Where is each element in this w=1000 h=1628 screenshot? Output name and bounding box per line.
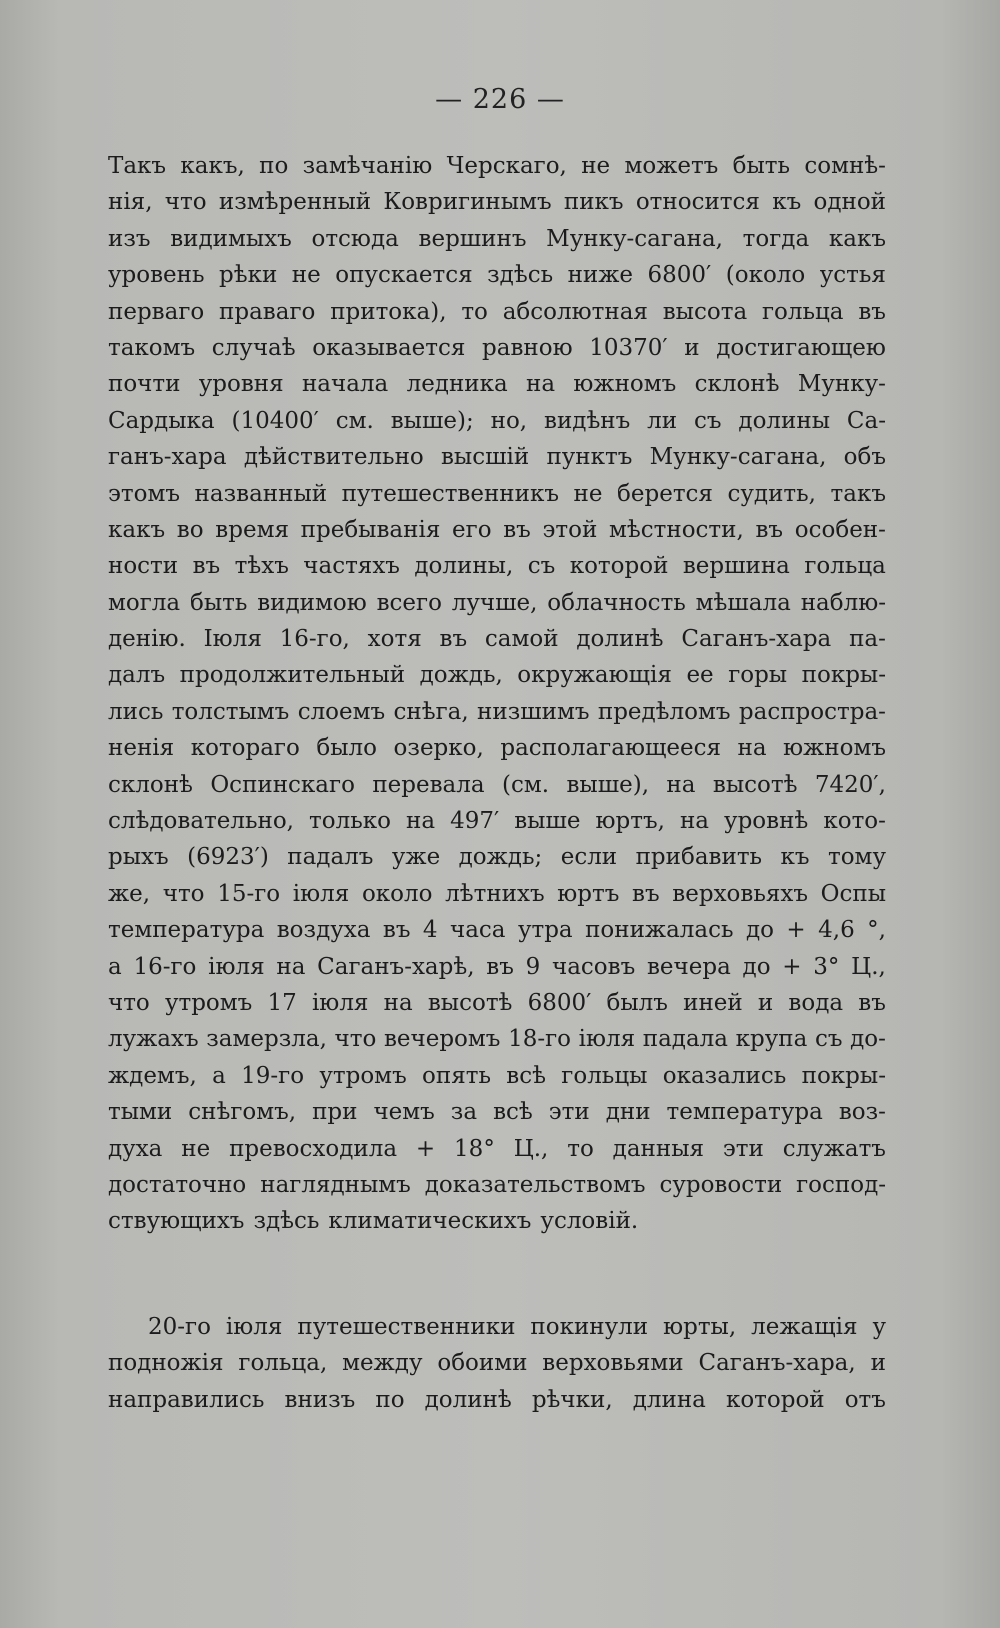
text-line: лужахъ замерзла, что вечеромъ 18-го іюля падала крупа съ до- [108, 1026, 886, 1053]
text-line: далъ продолжительный дождь, окружающія ее горы покры- [108, 662, 886, 689]
text-line: ности въ тѣхъ частяхъ долины, съ которой вершина гольца [108, 553, 886, 580]
text-line: нія, что измѣренный Ковригинымъ пикъ относится къ одной [108, 189, 886, 216]
text-line: температура воздуха въ 4 часа утра понижалась до + 4,6 °, [108, 917, 886, 944]
text-line: достаточно нагляднымъ доказательствомъ суровости господ- [108, 1171, 886, 1198]
paragraph-1 [108, 148, 886, 1240]
text-line: почти уровня начала ледника на южномъ склонѣ Мунку- [108, 371, 886, 398]
page-number: — 226 — [435, 84, 565, 115]
text-line: ждемъ, а 19-го утромъ опять всѣ гольцы оказались покры- [108, 1062, 886, 1089]
text-line: ненія котораго было озерко, располагающееся на южномъ [108, 735, 886, 762]
text-line: денію. Іюля 16-го, хотя въ самой долинѣ Саганъ-хара па- [108, 626, 886, 653]
text-line: рыхъ (6923′) падалъ уже дождь; если прибавить къ тому [108, 844, 886, 871]
text-line: же, что 15-го іюля около лѣтнихъ юртъ въ верховьяхъ Оспы [108, 880, 886, 907]
text-line: Такъ какъ, по замѣчанію Черскаго, не можетъ быть сомнѣ- [108, 153, 886, 179]
text-line: какъ во время пребыванія его въ этой мѣстности, въ особен- [108, 516, 886, 543]
text-line: уровень рѣки не опускается здѣсь ниже 6800′ (около устья [108, 262, 886, 289]
text-line: склонѣ Оспинскаго перевала (см. выше), на высотѣ 7420′, [108, 771, 886, 798]
text-line: изъ видимыхъ отсюда вершинъ Мунку-сагана, тогда какъ [108, 225, 886, 252]
text-line: ганъ-хара дѣйствительно высшій пунктъ Мунку-сагана, объ [108, 444, 886, 471]
text-line: ствующихъ здѣсь климатическихъ условій. [108, 1208, 639, 1235]
text-line: слѣдовательно, только на 497′ выше юртъ, на уровнѣ кото- [108, 808, 886, 835]
text-line: такомъ случаѣ оказывается равною 10370′ и достигающею [108, 334, 886, 361]
text-line: лись толстымъ слоемъ снѣга, низшимъ предѣломъ распростра- [108, 698, 886, 725]
paragraph-2 [108, 1309, 886, 1418]
text-line: что утромъ 17 іюля на высотѣ 6800′ былъ иней и вода въ [108, 989, 886, 1016]
text-line: 20-го іюля путешественники покинули юрты, лежащія у [148, 1314, 886, 1340]
text-line: а 16-го іюля на Саганъ-харѣ, въ 9 часовъ вечера до + 3° Ц., [108, 953, 886, 980]
text-line: подножія гольца, между обоими верховьями Саганъ-хара, и [108, 1350, 886, 1377]
text-line: Сардыка (10400′ см. выше); но, видѣнъ ли съ долины Са- [108, 407, 886, 434]
text-line: перваго праваго притока), то абсолютная высота гольца въ [108, 298, 886, 325]
text-line: направились внизъ по долинѣ рѣчки, длина которой отъ [108, 1386, 886, 1413]
text-line: духа не превосходила + 18° Ц., то данныя эти служатъ [108, 1135, 886, 1162]
text-line: этомъ названный путешественникъ не берется судить, такъ [108, 480, 886, 507]
text-line: тыми снѣгомъ, при чемъ за всѣ эти дни температура воз- [108, 1099, 886, 1126]
text-line: могла быть видимою всего лучше, облачность мѣшала наблю- [108, 589, 886, 616]
